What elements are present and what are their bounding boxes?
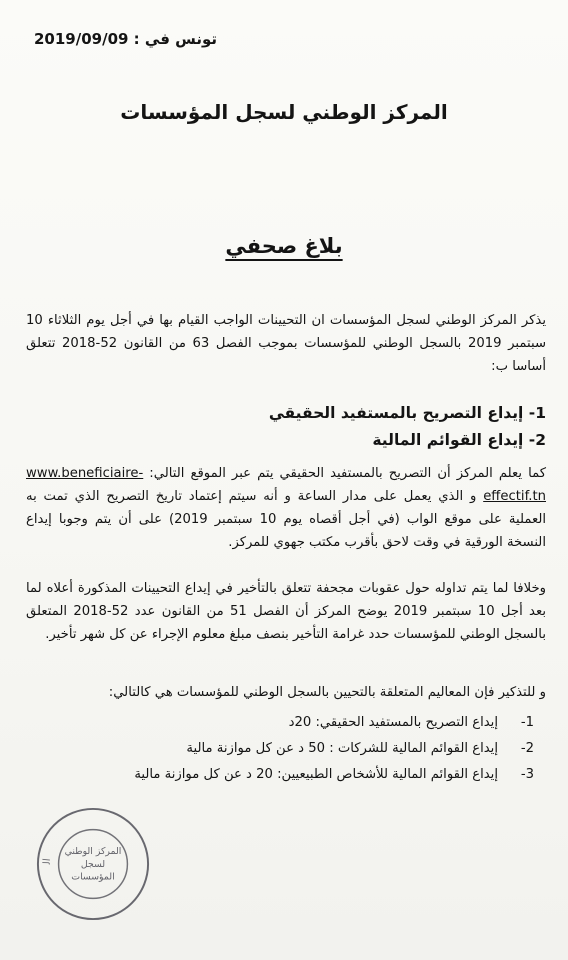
beneficiary-text-after-url: و الذي يعمل على مدار الساعة و أنه سيتم إعتماد تاريخ التصريح الذي تمت به العملية على موقع الواب (في أجل أقصاه يوم 10 سبتمبر 2019) على أن يتم وجوبا إيداع النسخة الورقية في وقت لاحق بأقرب مكتب جهوي للمركز. (26, 489, 547, 550)
fee-item-number: 1- (520, 715, 534, 730)
press-release-title (0, 234, 568, 258)
fee-item-2 (64, 736, 534, 762)
svg-text:الجمهورية التونسية • رئاسة الح (34, 805, 53, 865)
official-stamp-icon (34, 805, 152, 923)
stamp-line-3: المؤسسات (71, 871, 115, 883)
main-point-2: 2- إيداع القوائم المالية (372, 431, 546, 449)
main-point-1: 1- إيداع التصريح بالمستفيد الحقيقي (268, 404, 546, 422)
intro-paragraph: يذكر المركز الوطني لسجل المؤسسات ان التحيينات الواجب القيام بها في أجل يوم الثلاثاء 10 سبتمبر 2019 بالسجل الوطني للمؤسسات بموجب الفصل 63 من القانون 52-2018 تتعلق أساسا ب: (26, 313, 546, 374)
document-date: تونس في : 2019/09/09 (34, 30, 217, 48)
penalty-paragraph: وخلافا لما يتم تداوله حول عقوبات مجحفة تتعلق بالتأخير في إيداع التحيينات المذكورة أعلاه لما بعد أجل 10 سبتمبر 2019 يوضح المركز أن الفصل 51 من القانون عدد 52-2018 المتعلق بالسجل الوطني للمؤسسات حدد غرامة التأخير بنصف مبلغ معلوم الإجراء عن كل شهر تأخير. (26, 581, 546, 642)
main-points-list (36, 400, 546, 454)
fee-item-text: إيداع التصريح بالمستفيد الحقيقي: 20د (288, 715, 498, 730)
official-stamp (34, 805, 152, 923)
fee-item-text: إيداع القوائم المالية للأشخاص الطبيعيين: 20 د عن كل موازنة مالية (134, 767, 498, 782)
fees-list (64, 710, 534, 788)
fees-intro-paragraph: و للتذكير فإن المعاليم المتعلقة بالتحيين بالسجل الوطني للمؤسسات هي كالتالي: (108, 685, 546, 700)
fee-item-text: إيداع القوائم المالية للشركات : 50 د عن كل موازنة مالية (186, 741, 498, 756)
organization-title: المركز الوطني لسجل المؤسسات (120, 100, 448, 124)
stamp-line-1: المركز الوطني (64, 846, 122, 858)
beneficiary-url-link[interactable]: www.beneficiaire-effectif.tn (26, 466, 546, 504)
press-release-title-text: بلاغ صحفي (225, 234, 343, 258)
stamp-line-2: لسجل (80, 858, 106, 870)
stamp-ring-text: ال (41, 857, 54, 865)
fee-item-1 (64, 710, 534, 736)
fee-item-number: 3- (520, 767, 534, 782)
beneficiary-paragraph (26, 462, 546, 554)
fee-item-number: 2- (520, 741, 534, 756)
fee-item-3 (64, 762, 534, 788)
beneficiary-text-before-url: كما يعلم المركز أن التصريح بالمستفيد الحقيقي يتم عبر الموقع التالي: (149, 466, 546, 481)
